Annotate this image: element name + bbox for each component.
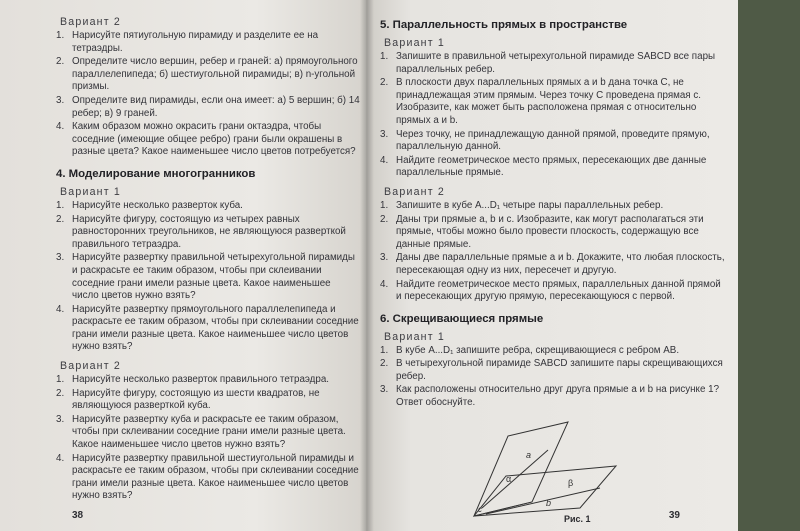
variant-heading: Вариант 1 [384,37,445,49]
task-text: В четырехугольной пирамиде SABCD запишите пары скрещивающихся ребер. [396,358,723,382]
task-item [56,304,360,354]
page-number-right: 39 [668,510,680,521]
task-number: 2. [56,387,65,399]
task-text: Нарисуйте несколько разверток правильного тетраэдра. [72,374,330,386]
task-item [380,214,728,252]
task-text: В плоскости двух параллельных прямых a и b дана точка C, не принадлежащая этим прямым. Через точку C проведена прямая c. Изобразите, как может быть расположена прямая c относительно прямых a и b. [396,77,701,126]
plane-alpha [474,422,568,516]
line-b [486,488,600,514]
task-text: Даны две параллельные прямые a и b. Докажите, что любая плоскость, пересекающая одну из них, пересечет и другую. [396,252,725,276]
task-text: Нарисуйте развертку куба и раскрасьте ее таким образом, чтобы при склеивании соседние грани имели разные цвета. Какое наименьшее число цветов нужно взять? [72,413,346,451]
section-heading: 4. Моделирование многогранников [56,167,256,180]
variant-heading: Вариант 2 [384,185,445,198]
variant-heading: Вариант 2 [60,360,121,373]
section-heading: 6. Скрещивающиеся прямые [380,312,544,325]
task-item [380,155,728,180]
label-alpha: α [506,473,512,484]
task-text: Нарисуйте фигуру, состоящую из шести квадратов, не являющуюся разверткой куба. [72,387,320,412]
task-number: 3. [56,252,65,264]
task-text: Через точку, не принадлежащую данной прямой, проведите прямую, параллельную данной. [396,128,710,153]
task-text: Каким образом можно окрасить грани октаэдра, чтобы соседние (имеющие общее ребро) грани были окрашены в разные цвета? Какое наименьшее число цветов потребуется? [72,121,356,158]
variant-heading: Вариант 1 [60,185,121,198]
task-number: 2. [56,56,65,68]
task-list [380,200,728,304]
task-item [56,374,360,387]
variant-heading: Вариант 1 [384,330,445,343]
label-c: c [478,504,482,514]
task-number: 4. [380,154,389,166]
task-text: Нарисуйте развертку правильной шестиугольной пирамиды и раскрасьте ее таким образом, чтобы при склеивании соседние грани имели разные цвета. Какое наименьшее число цветов нужно взять? [72,452,359,502]
task-list [380,51,728,180]
task-text: Найдите геометрическое место прямых, параллельных данной прямой и пересекающих другую прямую, пересекающуюся с первой. [396,278,721,303]
task-text: Нарисуйте несколько разверток куба. [72,199,243,211]
task-number: 1. [56,374,65,386]
task-number: 3. [380,128,389,140]
line-a [482,450,548,508]
task-item [56,214,360,252]
left-page-content [56,16,360,503]
task-item [56,56,360,94]
task-text: Даны три прямые a, b и c. Изобразите, как могут располагаться эти прямые, чтобы можно было провести плоскость, содержащую все данные прямые. [396,213,704,250]
figure-1 [468,416,618,531]
label-b: b [546,497,552,508]
label-beta: β [568,477,574,488]
task-number: 1. [380,344,389,356]
task-text: Запишите в правильной четырехугольной пирамиде SABCD все пары параллельных ребер. [396,51,716,75]
book-spine-shadow [360,0,374,531]
label-a: a [526,449,532,460]
task-item [56,252,360,302]
task-item [380,345,728,358]
task-list [380,345,728,410]
task-text: Нарисуйте пятиугольную пирамиду и разделите ее на тетраэдры. [72,30,319,54]
task-number: 2. [380,77,389,89]
variant-heading: Вариант 2 [60,16,121,28]
task-text: Определите вид пирамиды, если она имеет: а) 5 вершин; б) 14 ребер; в) 9 граней. [72,94,360,119]
task-number: 1. [56,199,65,211]
task-text: Как расположены относительно друг друга прямые a и b на рисунке 1? Ответ обоснуйте. [396,384,720,409]
task-number: 3. [56,94,65,106]
task-item [56,121,360,159]
task-number: 1. [56,30,65,41]
task-number: 1. [380,199,389,211]
task-item [56,414,360,452]
task-number: 3. [380,384,389,396]
figure-caption: Рис. 1 [564,513,591,524]
task-number: 4. [56,303,65,315]
task-text: Нарисуйте фигуру, состоящую из четырех равных равносторонних треугольников, не являющуюся разверткой правильного тетраэдра. [72,213,346,250]
task-number: 3. [56,413,65,425]
task-text: Запишите в кубе A...D₁ четыре пары параллельных ребер. [396,199,664,211]
task-number: 1. [380,51,389,62]
task-number: 4. [380,278,389,290]
task-item [56,388,360,413]
figure-1-drawing [468,416,618,526]
task-number: 3. [380,252,389,264]
task-item [380,384,728,409]
task-item [380,200,728,213]
task-item [56,200,360,213]
task-number: 4. [56,452,65,464]
task-list [56,374,360,503]
task-list [56,200,360,354]
task-item [380,129,728,154]
section-heading: 5. Параллельность прямых в пространстве [380,19,628,31]
task-item [380,252,728,277]
task-item [56,95,360,120]
task-number: 2. [380,358,389,370]
task-number: 2. [56,213,65,225]
task-item [56,30,360,55]
task-text: Найдите геометрическое место прямых, пересекающих две данные параллельные прямые. [396,154,707,179]
page-number-left: 38 [72,510,84,521]
task-item [380,358,728,383]
left-page [0,0,366,531]
task-text: Нарисуйте развертку прямоугольного параллелепипеда и раскрасьте ее таким образом, чтобы при склеивании соседние грани имели разные цвета. Какое наименьшее число цветов нужно взять? [72,303,359,353]
task-text: Определите число вершин, ребер и граней: а) прямоугольного параллелепипеда; б) шестиугольной пирамиды; в) n-угольной призмы. [72,56,358,93]
task-item [56,453,360,503]
task-list [56,30,360,159]
task-item [380,279,728,304]
right-page-content [380,19,728,410]
task-text: Нарисуйте развертку правильной четырехугольной пирамиды и раскрасьте ее таким образом, чтобы при склеивании соседние грани имели разные цвета. Какое наименьшее число цветов нужно взять? [72,252,355,302]
task-text: В кубе A...D₁ запишите ребра, скрещивающиеся с ребром AB. [396,344,680,356]
right-page [366,0,738,531]
task-number: 4. [56,121,65,133]
task-item [380,51,728,76]
task-item [380,77,728,127]
task-number: 2. [380,213,389,225]
